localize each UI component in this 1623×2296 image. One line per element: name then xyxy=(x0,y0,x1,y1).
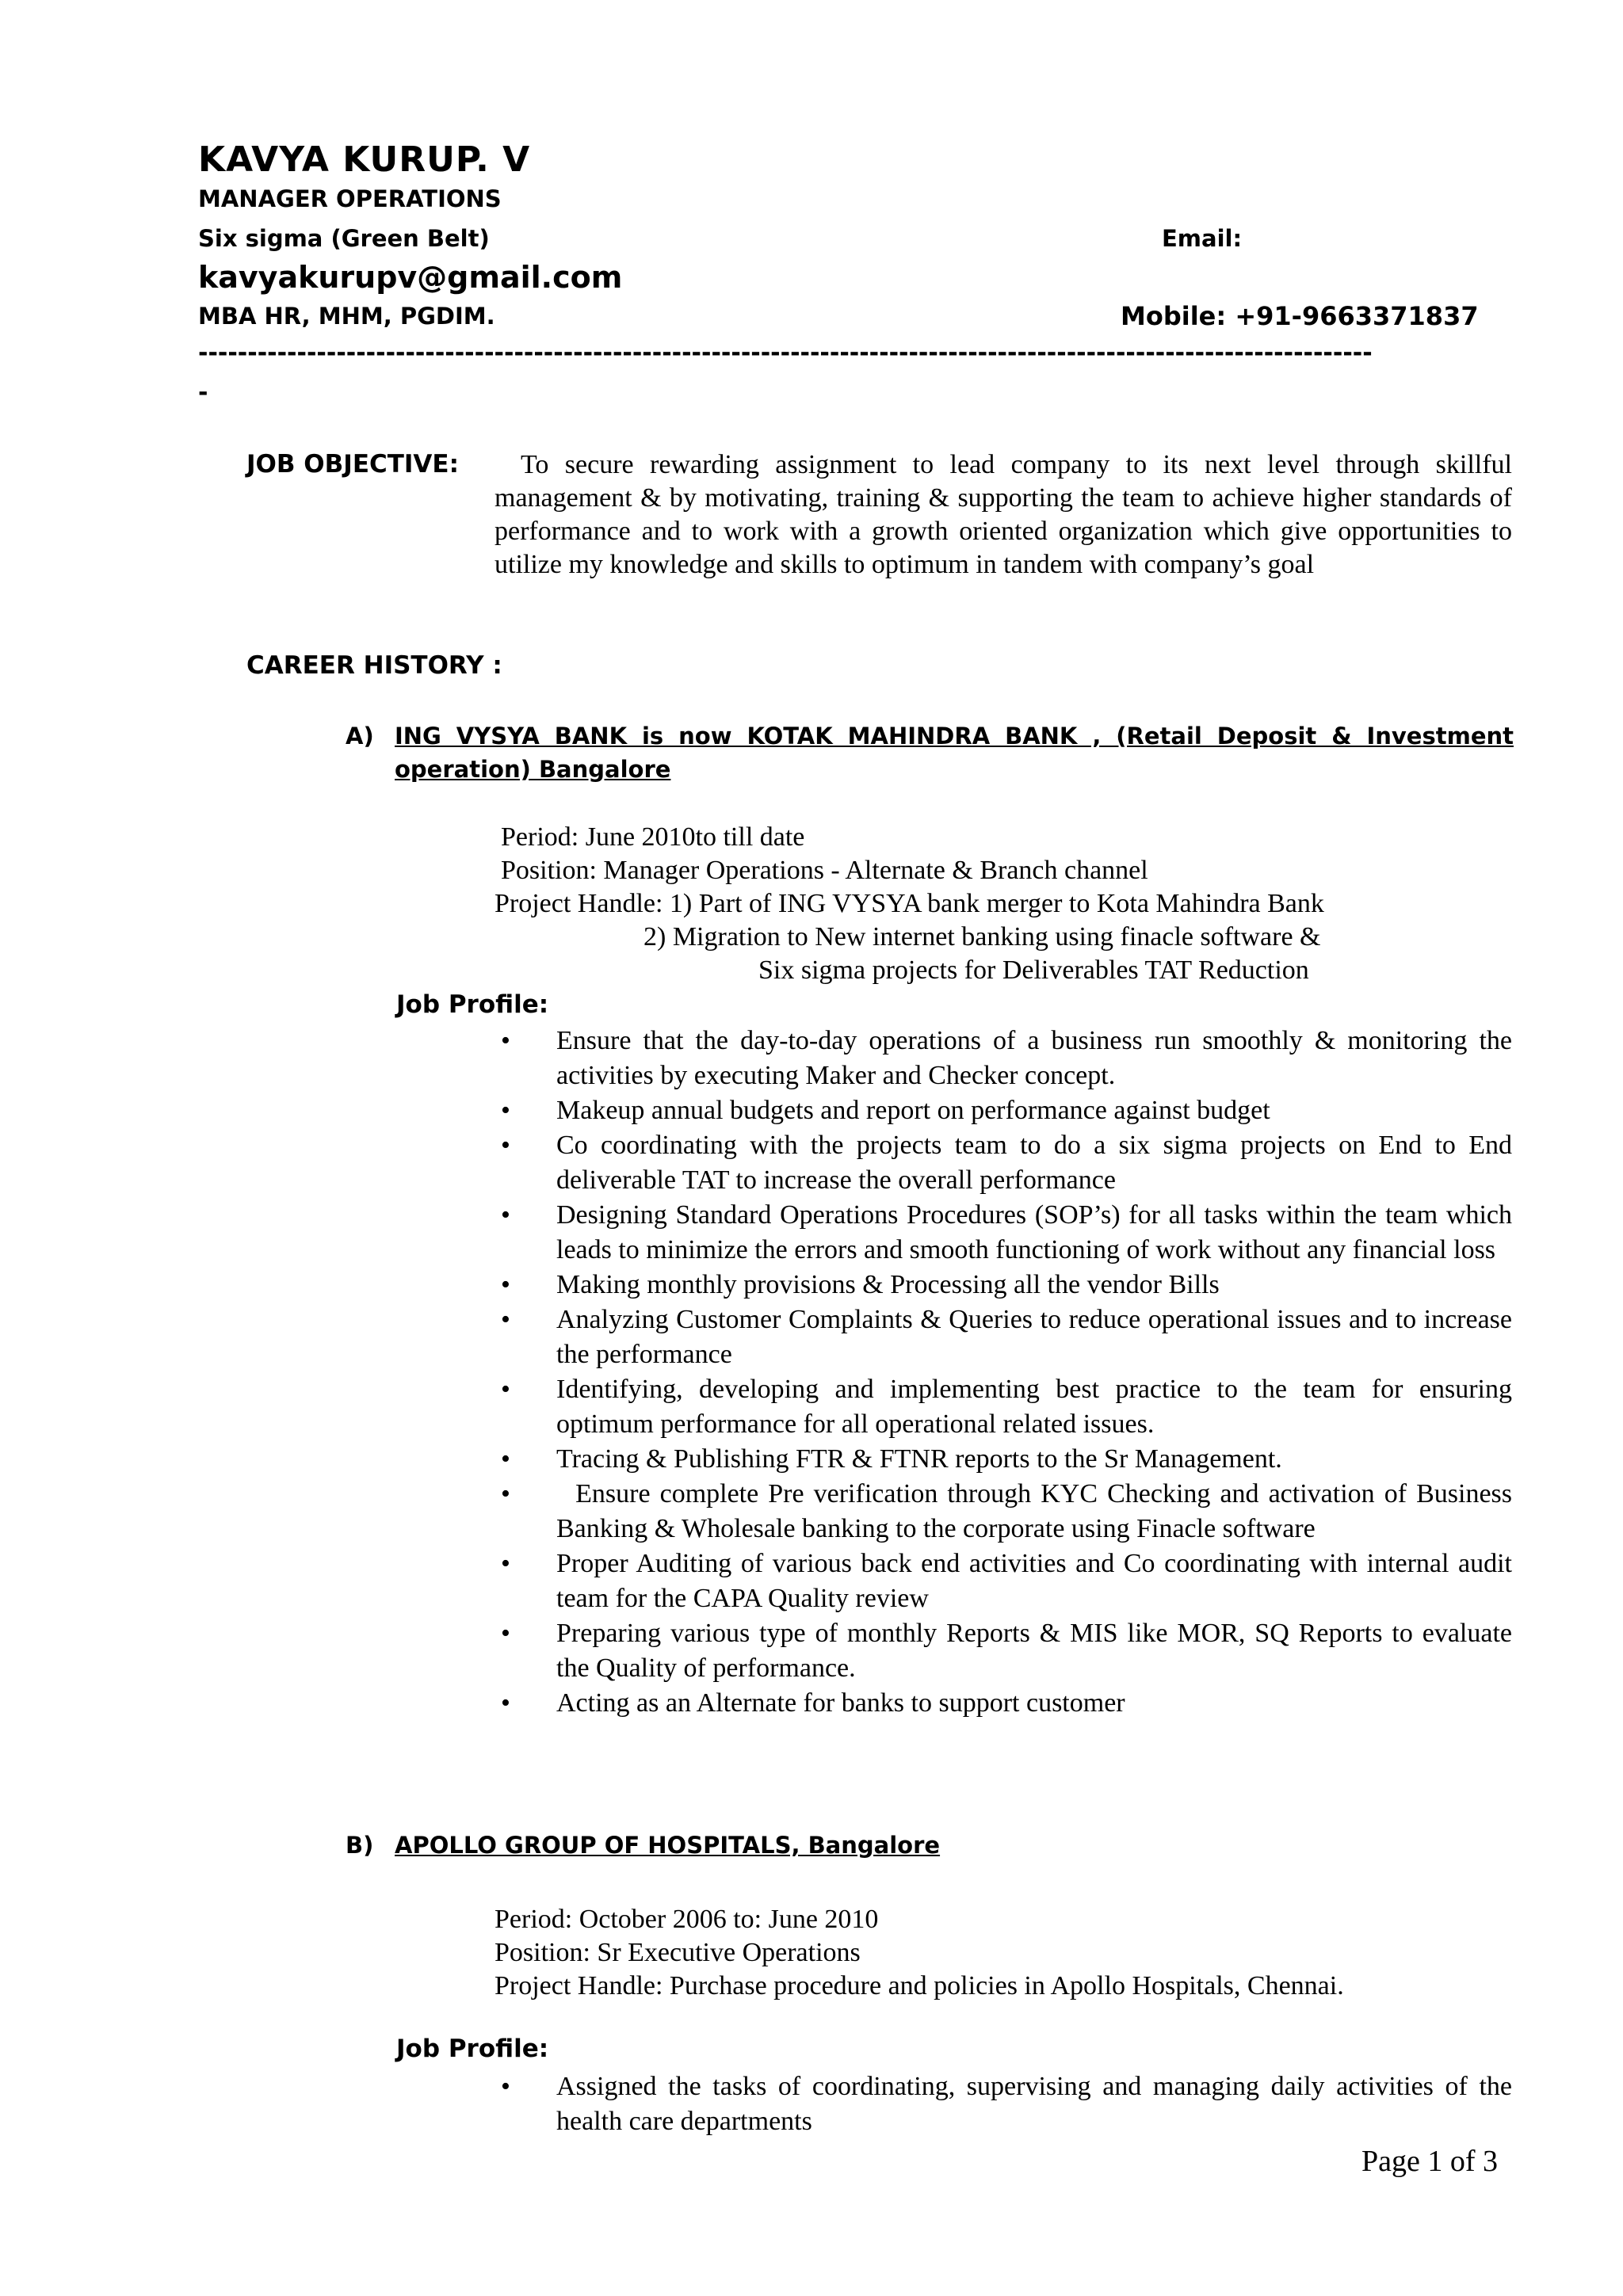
email-label: Email: xyxy=(1162,225,1243,252)
bullet-icon: • xyxy=(501,1444,510,1474)
bullet-icon: • xyxy=(501,1688,510,1718)
job-b-company: APOLLO GROUP OF HOSPITALS, Bangalore xyxy=(395,1832,941,1859)
list-item: • Tracing & Publishing FTR & FTNR reports to the Sr Management. xyxy=(501,1442,1512,1477)
career-history-label: CAREER HISTORY : xyxy=(246,651,502,680)
bullet-icon: • xyxy=(501,1200,510,1230)
list-item: • Makeup annual budgets and report on performance against budget xyxy=(501,1093,1512,1128)
objective-label: JOB OBJECTIVE: xyxy=(246,450,459,479)
list-item: • Identifying, developing and implementing best practice to the team for ensuring optimum performance for all operational related issues. xyxy=(501,1372,1512,1442)
candidate-role: MANAGER OPERATIONS xyxy=(198,185,502,212)
bullet-icon: • xyxy=(501,1305,510,1334)
bullet-icon: • xyxy=(501,1479,510,1508)
divider-rule-tail: - xyxy=(198,379,208,406)
bullet-icon: • xyxy=(501,1270,510,1299)
bullet-icon: • xyxy=(501,1096,510,1125)
job-b-position: Position: Sr Executive Operations xyxy=(495,1938,861,1967)
job-a-project-1: Project Handle: 1) Part of ING VYSYA bank merger to Kota Mahindra Bank xyxy=(495,889,1324,918)
candidate-name: KAVYA KURUP. V xyxy=(198,139,531,180)
page-number: Page 1 of 3 xyxy=(1361,2145,1499,2178)
list-item: • Ensure that the day-to-day operations of a business run smoothly & monitoring the activities by executing Maker and Checker concept. xyxy=(501,1024,1512,1093)
bullet-icon: • xyxy=(501,1375,510,1404)
job-b-project-1: Project Handle: Purchase procedure and policies in Apollo Hospitals, Chennai. xyxy=(495,1971,1344,2000)
job-b-profile-label: Job Profile: xyxy=(396,2035,549,2063)
bullet-icon: • xyxy=(501,1026,510,1055)
job-b-letter: B) xyxy=(346,1832,374,1859)
job-a-project-2: 2) Migration to New internet banking using finacle software & xyxy=(643,922,1321,952)
list-item: • Designing Standard Operations Procedures (SOP’s) for all tasks within the team which leads to minimize the errors and smooth functioning of work without any financial loss xyxy=(501,1198,1512,1268)
job-b-period: Period: October 2006 to: June 2010 xyxy=(495,1905,879,1934)
divider-rule: ----------------------------------------------------------------------------------------------------------------------- xyxy=(198,339,1373,367)
list-item: • Ensure complete Pre verification through KYC Checking and activation of Business Banking & Wholesale banking to the corporate using Finacle software xyxy=(501,1477,1512,1547)
certification: Six sigma (Green Belt) xyxy=(198,225,490,252)
job-a-company: ING VYSYA BANK is now KOTAK MAHINDRA BANK , (Retail Deposit & Investment operation) Bangalore xyxy=(395,723,1514,783)
list-item: • Co coordinating with the projects team to do a six sigma projects on End to End deliverable TAT to increase the overall performance xyxy=(501,1128,1512,1198)
list-item: • Assigned the tasks of coordinating, supervising and managing daily activities of the health care departments xyxy=(501,2069,1512,2139)
list-item: • Preparing various type of monthly Reports & MIS like MOR, SQ Reports to evaluate the Quality of performance. xyxy=(501,1616,1512,1686)
job-a-letter: A) xyxy=(346,723,374,749)
list-item: • Proper Auditing of various back end activities and Co coordinating with internal audit team for the CAPA Quality review xyxy=(501,1547,1512,1616)
bullet-icon: • xyxy=(501,2072,510,2101)
list-item: • Making monthly provisions & Processing all the vendor Bills xyxy=(501,1268,1512,1302)
qualifications: MBA HR, MHM, PGDIM. xyxy=(198,303,495,330)
job-b-bullet-list xyxy=(501,2069,1512,2139)
job-a-profile-label: Job Profile: xyxy=(396,990,549,1019)
list-item: • Acting as an Alternate for banks to support customer xyxy=(501,1686,1512,1721)
job-a-period: Period: June 2010to till date xyxy=(501,822,805,852)
bullet-icon: • xyxy=(501,1131,510,1160)
list-item: • Analyzing Customer Complaints & Queries to reduce operational issues and to increase the performance xyxy=(501,1302,1512,1372)
job-a-position: Position: Manager Operations - Alternate & Branch channel xyxy=(501,856,1148,885)
mobile-number: Mobile: +91-9663371837 xyxy=(1121,301,1479,331)
bullet-icon: • xyxy=(501,1549,510,1578)
job-a-bullet-list xyxy=(501,1024,1519,1721)
email-address: kavyakurupv@gmail.com xyxy=(198,260,623,295)
bullet-icon: • xyxy=(501,1619,510,1648)
objective-text: To secure rewarding assignment to lead company to its next level through skillful management & by motivating, training & supporting the team to achieve higher standards of performance and to work with a growth oriented organization which give opportunities to utilize my knowledge and skills to optimum in tandem with company’s goal xyxy=(495,450,1512,579)
job-a-project-3: Six sigma projects for Deliverables TAT Reduction xyxy=(758,955,1309,985)
